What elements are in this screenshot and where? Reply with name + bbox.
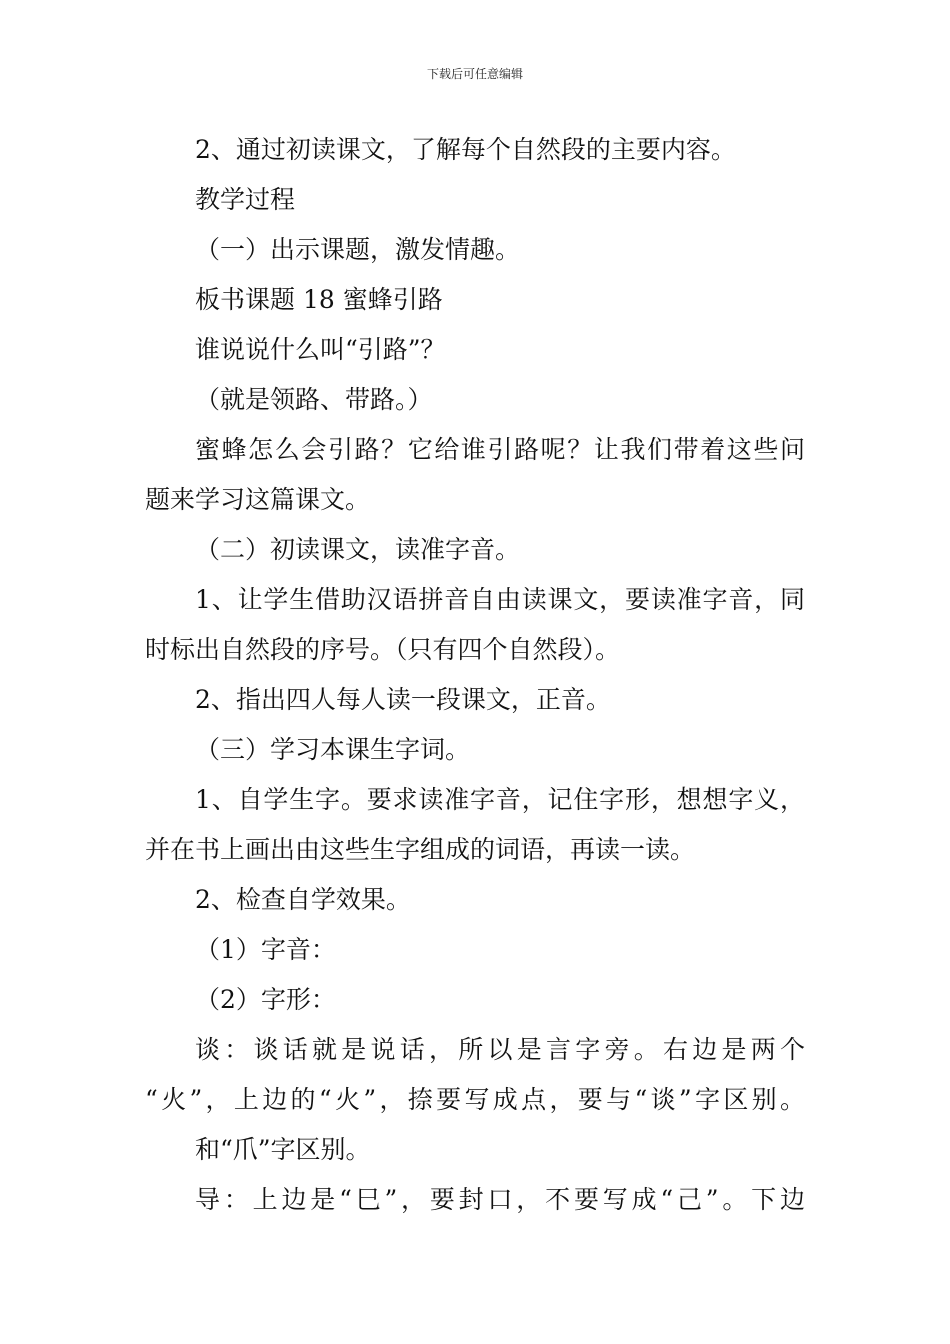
paragraph-line: 1、让学生借助汉语拼音自由读课文，要读准字音，同 bbox=[195, 585, 805, 614]
sub-item-pronunciation: （1）字音： bbox=[195, 935, 336, 964]
paragraph-line: 题来学习这篇课文。 bbox=[145, 485, 371, 514]
objective-2: 2、通过初读课文，了解每个自然段的主要内容。 bbox=[195, 135, 736, 164]
paragraph-line: 时标出自然段的序号。（只有四个自然段）。 bbox=[145, 635, 621, 664]
paragraph-line: 导：上边是“巳”，要封口，不要写成“己”。下边 bbox=[195, 1185, 805, 1214]
sub-item-character-form: （2）字形： bbox=[195, 985, 336, 1014]
paragraph-line: 并在书上画出由这些生字组成的词语，再读一读。 bbox=[145, 835, 696, 864]
step-three-heading: （三）学习本课生字词。 bbox=[195, 735, 471, 764]
paragraph-line: 谈：谈话就是说话，所以是言字旁。右边是两个 bbox=[195, 1035, 805, 1064]
paragraph-line: 2、检查自学效果。 bbox=[195, 885, 411, 914]
board-title-line: 板书课题 18 蜜蜂引路 bbox=[195, 285, 443, 314]
paragraph-line: 和“爪”字区别。 bbox=[195, 1135, 371, 1164]
section-heading-process: 教学过程 bbox=[195, 185, 296, 214]
paragraph-line: “火”，上边的“火”，捺要写成点，要与“谈”字区别。 bbox=[145, 1085, 805, 1114]
paragraph-line: 1、自学生字。要求读准字音，记住字形，想想字义， bbox=[195, 785, 805, 814]
step-one-heading: （一）出示课题，激发情趣。 bbox=[195, 235, 521, 264]
answer-line: （就是领路、带路。） bbox=[195, 385, 433, 414]
paragraph-line: 2、指出四人每人读一段课文，正音。 bbox=[195, 685, 611, 714]
paragraph-line: 蜜蜂怎么会引路？它给谁引路呢？让我们带着这些问 bbox=[195, 435, 805, 464]
step-two-heading: （二）初读课文，读准字音。 bbox=[195, 535, 521, 564]
question-line: 谁说说什么叫“引路”？ bbox=[195, 335, 446, 364]
page-header: 下载后可任意编辑 bbox=[426, 67, 523, 81]
